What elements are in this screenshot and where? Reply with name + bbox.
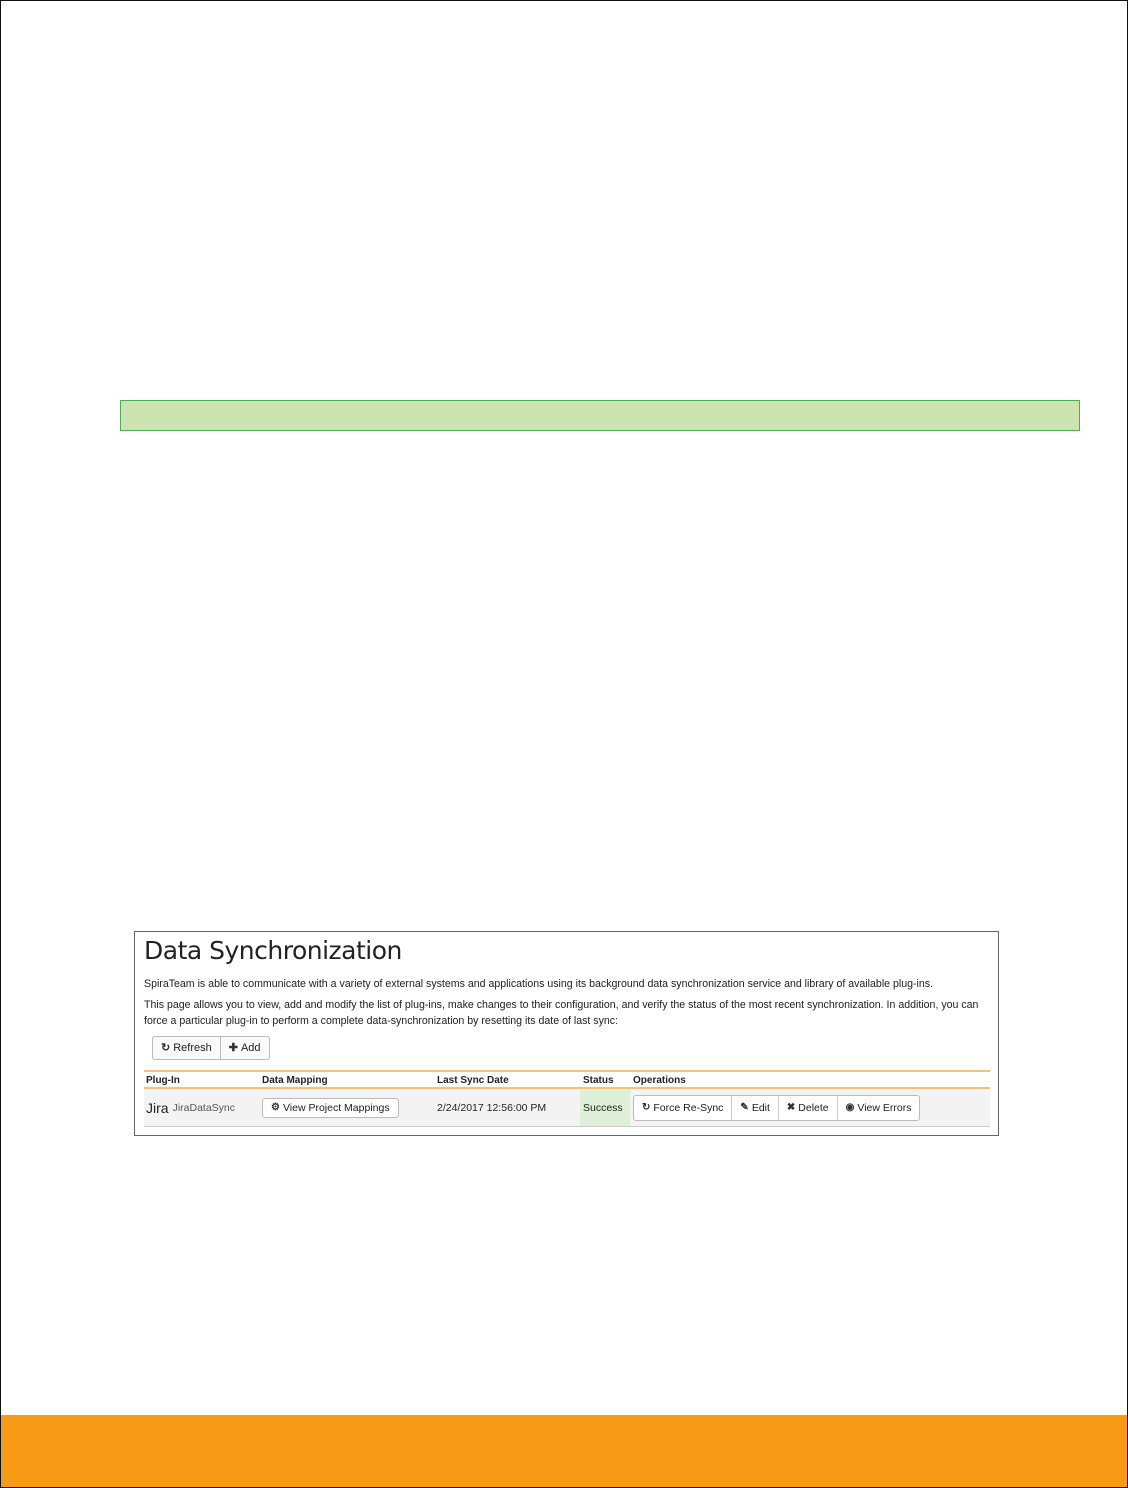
gears-icon: ⚙ bbox=[271, 1102, 280, 1113]
page-title: Data Synchronization bbox=[144, 936, 402, 965]
column-header-data-mapping[interactable]: Data Mapping bbox=[262, 1075, 328, 1086]
data-sync-screenshot bbox=[134, 931, 999, 1136]
delete-button[interactable] bbox=[778, 1096, 837, 1120]
edit-label: Edit bbox=[751, 1101, 770, 1114]
data-mapping-cell bbox=[262, 1089, 399, 1126]
column-header-operations: Operations bbox=[633, 1075, 686, 1086]
close-icon: ✖ bbox=[786, 1102, 796, 1113]
plugin-name[interactable]: Jira bbox=[146, 1099, 169, 1116]
delete-label: Delete bbox=[798, 1101, 829, 1114]
force-resync-label: Force Re-Sync bbox=[653, 1101, 724, 1114]
force-resync-button[interactable] bbox=[634, 1096, 731, 1120]
orange-footer-bar bbox=[1, 1415, 1127, 1487]
description-paragraph: This page allows you to view, add and modify the list of plug-ins, make changes to their configuration, and verify the status of the most recent synchronization. In addition, you can force a particular plug-in to perform a complete data-synchronization by resetting its date of last sync: bbox=[144, 999, 979, 1027]
column-header-plugin[interactable]: Plug-In bbox=[146, 1075, 180, 1086]
add-label: Add bbox=[240, 1042, 261, 1054]
column-header-status[interactable]: Status bbox=[583, 1075, 614, 1086]
plus-icon: ✚ bbox=[228, 1041, 238, 1054]
toolbar-button-group bbox=[152, 1036, 270, 1060]
status-cell bbox=[580, 1089, 630, 1126]
plugin-id: JiraDataSync bbox=[172, 1101, 236, 1114]
column-header-last-sync-date[interactable]: Last Sync Date bbox=[437, 1075, 509, 1086]
status-badge: Success bbox=[583, 1101, 623, 1114]
view-errors-button[interactable] bbox=[837, 1096, 920, 1120]
edit-icon: ✎ bbox=[740, 1102, 749, 1113]
operations-cell bbox=[633, 1089, 920, 1126]
refresh-icon: ↻ bbox=[642, 1102, 651, 1113]
refresh-button[interactable] bbox=[153, 1037, 220, 1059]
view-project-mappings-label: View Project Mappings bbox=[282, 1101, 390, 1114]
edit-button[interactable] bbox=[731, 1096, 777, 1120]
table-row bbox=[144, 1089, 990, 1127]
operations-button-group bbox=[633, 1095, 920, 1121]
view-project-mappings-button[interactable] bbox=[262, 1098, 399, 1118]
eye-icon: ◉ bbox=[845, 1102, 855, 1113]
refresh-icon: ↻ bbox=[161, 1041, 171, 1054]
grid-header bbox=[144, 1070, 990, 1089]
view-errors-label: View Errors bbox=[857, 1101, 912, 1114]
refresh-label: Refresh bbox=[173, 1042, 212, 1054]
green-callout-bar bbox=[120, 400, 1080, 431]
intro-paragraph: SpiraTeam is able to communicate with a variety of external systems and applications using its background data synchronization service and library of available plug-ins. bbox=[144, 978, 934, 990]
plugin-cell bbox=[146, 1089, 235, 1126]
add-button[interactable] bbox=[220, 1037, 269, 1059]
last-sync-cell bbox=[437, 1089, 546, 1126]
last-sync-date: 2/24/2017 12:56:00 PM bbox=[437, 1101, 547, 1114]
